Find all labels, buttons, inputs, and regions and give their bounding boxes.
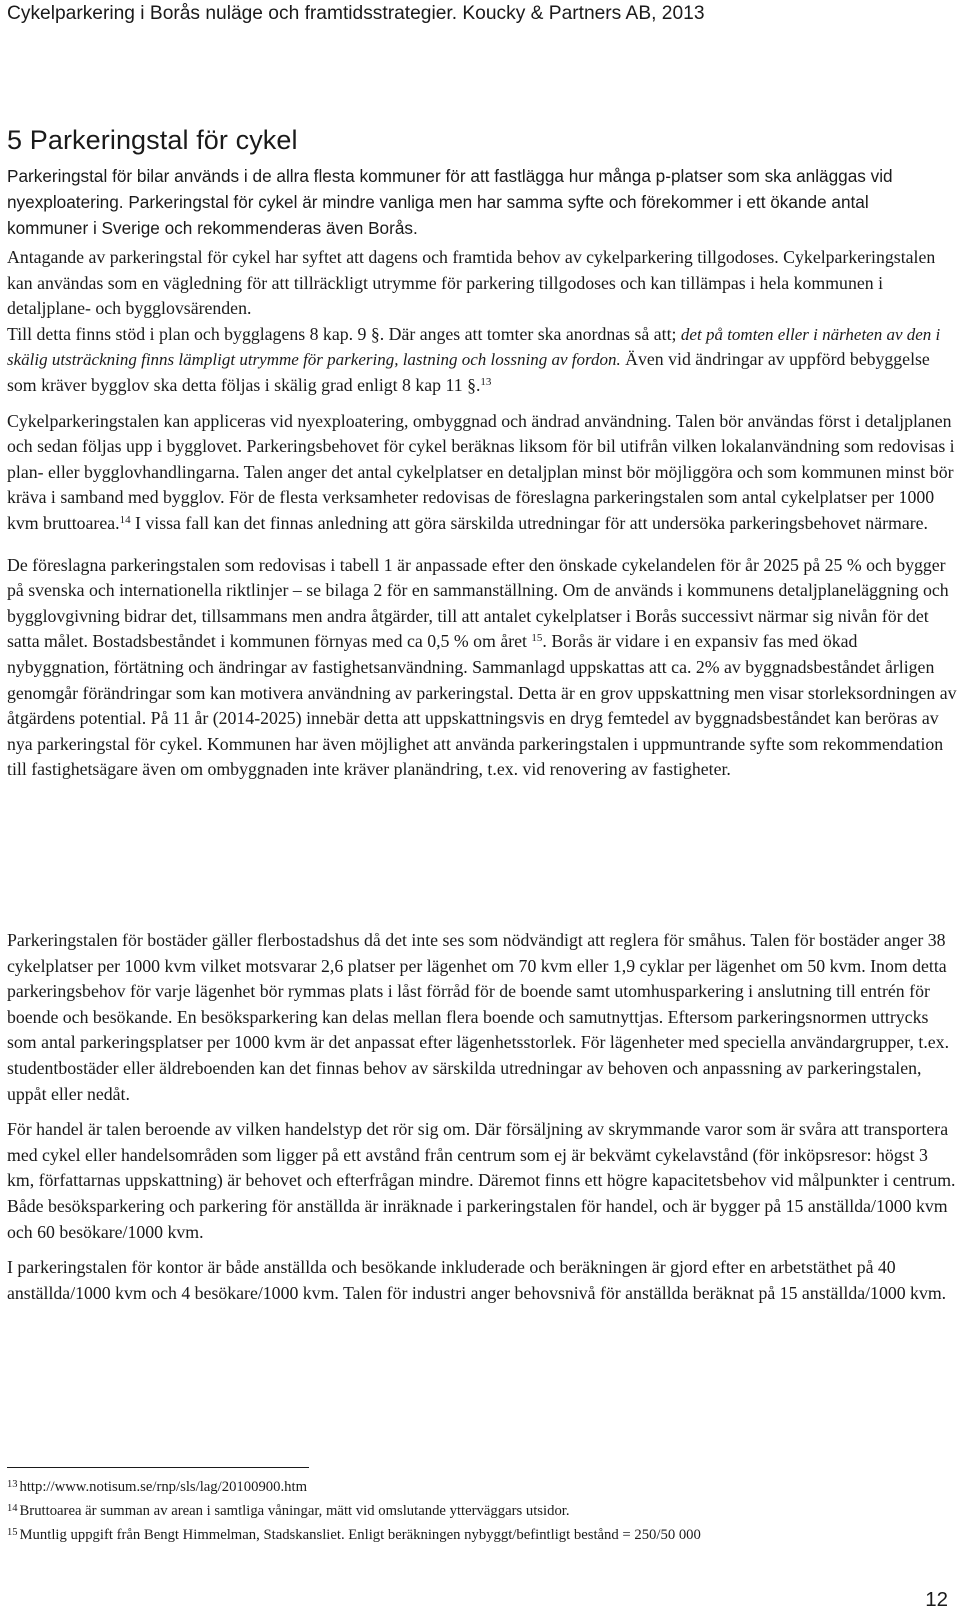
footnote-text: Bruttoarea är summan av arean i samtliga våningar, mätt vid omslutande ytterväggars utsidor. bbox=[19, 1503, 570, 1519]
paragraph-application bbox=[7, 409, 957, 537]
proposed-rates-text: De föreslagna parkeringstalen som redovisas i tabell 1 är anpassade efter den önskade cykelandelen för år 2025 på 25 % och bygger på svenska och internationella riktlinjer – se bilaga 2 för en sammanställning. Om de används i kommunens detaljplaneläggning och bygglovgivning bidrar det, tillsammans men andra åtgärder, till att antalet cykelplatser i Borås successivt närmar sig nivån för det satta målet. Bostadsbeståndet i kommunen förnyas med ca 0,5 % om året bbox=[7, 554, 949, 652]
footnote-number: 14 bbox=[7, 1503, 18, 1514]
proposed-rates-text-continued: . Borås är vidare i en expansiv fas med ökad nybyggnation, förtätning och ändringar av fastighetsanvändning. Sammanlagd uppskattas att ca. 2% av byggnadsbeståndet årligen genomgår förändringar som kan motivera användning av parkeringstal. Detta är en grov uppskattning men visar storleksordningen av åtgärdens potential. På 11 år (2014-2025) innebär detta att uppskattningsvis en dryg femtedel av byggnadsbeståndet kan beröras av nya parkeringstal för cykel. Kommunen har även möjlighet att använda parkeringstalen i uppmuntrande syfte som rekommendation till fastighetsägare även om ombyggnaden inte kräver planändring, t.ex. vid renovering av fastigheter. bbox=[7, 631, 957, 780]
footnote-13 bbox=[7, 1474, 947, 1498]
footnote-separator bbox=[7, 1467, 309, 1468]
footnote-number: 15 bbox=[7, 1527, 18, 1538]
paragraph-office-industry: I parkeringstalen för kontor är både anställda och besökande inkluderade och beräkningen är gjord efter en arbetstäthet på 40 anställda/1000 kvm och 4 besökare/1000 kvm. Talen för industri anger behovsnivå för anställda beräknat på 15 anställda/1000 kvm. bbox=[7, 1257, 947, 1303]
footnote-number: 13 bbox=[7, 1479, 18, 1490]
legal-basis-continued: Även vid ändringar av uppförd bebyggelse som kräver bygglov ska detta följas i skälig grad enligt 8 kap 11 §. bbox=[7, 349, 930, 395]
footnote-link[interactable]: http://www.notisum.se/rnp/sls/lag/20100900.htm bbox=[19, 1479, 307, 1495]
application-text-continued: I vissa fall kan det finnas anledning att göra särskilda utredningar för att undersöka parkeringsbehovet närmare. bbox=[130, 512, 928, 533]
footnote-ref-14: 14 bbox=[119, 513, 131, 526]
paragraph-purpose: Antagande av parkeringstal för cykel har syftet att dagens och framtida behov av cykelparkering tillgodoses. Cykelparkeringstalen kan användas som en vägledning för att tillräckligt utrymme för parkering tillgodoses och kan tillämpas i hela kommunen i detaljplane- och bygglovsärenden. bbox=[7, 247, 936, 319]
law-quote: det på tomten eller i närheten av den i skälig utsträckning finns lämpligt utrymme för parkering, lastning och lossning av fordon. bbox=[7, 324, 941, 370]
footnote-text: Muntlig uppgift från Bengt Himmelman, Stadskansliet. Enligt beräkningen nybyggt/befintligt bestånd = 250/50 000 bbox=[19, 1527, 701, 1543]
paragraph-legal-basis bbox=[7, 322, 957, 399]
footnotes bbox=[7, 1474, 947, 1546]
legal-basis-intro: Till detta finns stöd i plan och bygglagens 8 kap. 9 §. Där anges att tomter ska anordnas så att; bbox=[7, 323, 681, 344]
paragraph-retail: För handel är talen beroende av vilken handelstyp det rör sig om. Där försäljning av skrymmande varor som är svåra att transportera med cykel eller handelsområden som ligger på ett avstånd från centrum som ej är bekvämt cykelavstånd (för inköpsresor: högst 3 km, författarnas uppskattning) är behovet och efterfrågan mindre. Däremot finns ett högre kapacitetsbehov vid målpunkter i centrum. Både besöksparkering och parkering för anställda är inräknade i parkeringstalen för handel, och är bygger på 15 anställda/1000 kvm och 60 besökare/1000 kvm. bbox=[7, 1119, 956, 1242]
page-number: 12 bbox=[925, 1588, 948, 1611]
section-title: 5 Parkeringstal för cykel bbox=[7, 125, 298, 155]
body-text-upper bbox=[7, 245, 957, 799]
footnote-ref-13: 13 bbox=[480, 375, 492, 388]
footnote-ref-15: 15 bbox=[531, 632, 543, 645]
footnote-15 bbox=[7, 1522, 947, 1546]
application-text: Cykelparkeringstalen kan appliceras vid nyexploatering, ombyggnad och ändrad användning. Talen bör användas först i detaljplanen och sedan följas upp i bygglovet. Parkeringsbehovet för cykel beräknas liksom för bil utifrån vilken lokalanvändning som redovisas i plan- eller bygglovhandlingarna. Talen anger det antal cykelplatser en detaljplan minst bör möjliggöra och som kommunen minst bör kräva i samband med bygglov. För de flesta verksamheter redovisas de föreslagna parkeringstalen som antal cykelplatser per 1000 kvm bruttoarea. bbox=[7, 410, 955, 533]
running-header: Cykelparkering i Borås nuläge och framtidsstrategier. Koucky & Partners AB, 2013 bbox=[7, 3, 705, 24]
footnote-14 bbox=[7, 1498, 947, 1522]
intro-paragraph: Parkeringstal för bilar används i de allra flesta kommuner för att fastlägga hur många p-platser som ska anläggas vid nyexploatering. Parkeringstal för cykel är mindre vanliga men har samma syfte och förekommer i ett ökande antal kommuner i Sverige och rekommenderas även Borås. bbox=[7, 166, 893, 238]
body-text-lower bbox=[7, 928, 957, 1316]
paragraph-proposed-rates bbox=[7, 553, 957, 783]
paragraph-housing: Parkeringstalen för bostäder gäller flerbostadshus då det inte ses som nödvändigt att reglera för småhus. Talen för bostäder anger 38 cykelplatser per 1000 kvm vilket motsvarar 2,6 platser per lägenhet om 70 kvm eller 1,9 cyklar per lägenhet om 50 kvm. Inom detta parkeringsbehov för varje lägenhet bör rymmas plats i låst förråd för de boende samt utomhusparkering i anslutning till entrén för boende och besökande. En besöksparkering kan delas mellan flera boende och samutnyttjas. Eftersom parkeringsnormen uttrycks som antal parkeringsplatser per 1000 kvm är det anpassat efter lägenhetsstorlek. För lägenheter med speciella användargrupper, t.ex. studentbostäder eller äldreboenden kan det finnas behov av särskilda utredningar av behoven och anpassning av parkeringstalen, uppåt eller nedåt. bbox=[7, 930, 950, 1104]
